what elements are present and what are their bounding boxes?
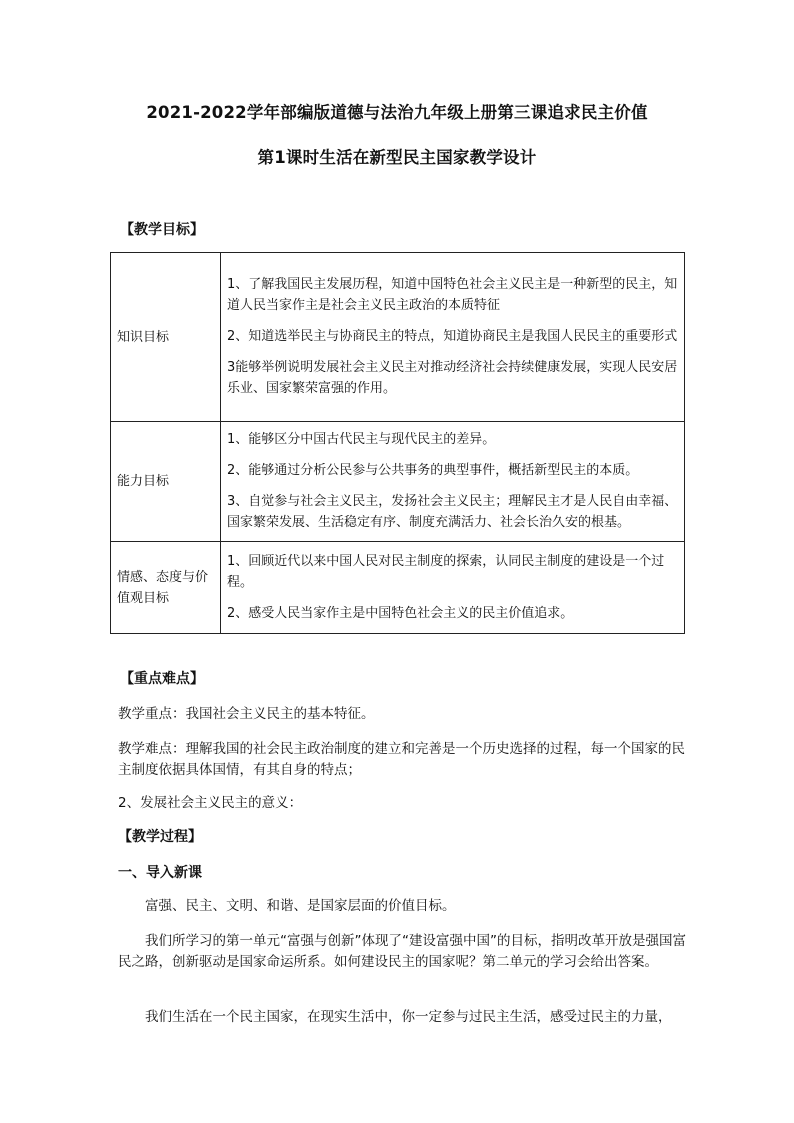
section-heading-goals: 【教学目标】 [120,222,204,238]
goal-item: 3、自觉参与社会主义民主，发扬社会主义民主；理解民主才是人民自由幸福、国家繁荣发展、生活稳定有序、制度充满活力、社会长治久安的根基。 [227,494,678,530]
key-point-text: 教学重点：我国社会主义民主的基本特征。 [118,706,375,722]
goal-content-attitude [221,542,685,634]
goal-label-knowledge: 知识目标 [111,253,221,422]
goal-label-ability: 能力目标 [111,422,221,542]
goal-content-knowledge [221,253,685,422]
goal-item: 1、了解我国民主发展历程，知道中国特色社会主义民主是一种新型的民主，知道人民当家作主是社会主义民主政治的本质特征 [227,277,678,313]
goal-item: 2、知道选举民主与协商民主的特点，知道协商民主是我国人民民主的重要形式 [227,329,678,344]
paragraph-1: 富强、民主、文明、和谐、是国家层面的价值目标。 [145,898,456,914]
goal-item: 3能够举例说明发展社会主义民主对推动经济社会持续健康发展，实现人民安居乐业、国家繁荣富强的作用。 [227,360,678,396]
goal-content-ability [221,422,685,542]
part1-heading: 一、导入新课 [118,865,202,881]
paragraph-2: 我们所学习的第一单元“富强与创新”体现了“建设富强中国”的目标，指明改革开放是强国富民之路，创新驱动是国家命运所系。如何建设民主的国家呢？第二单元的学习会给出答案。 [118,933,686,970]
difficulty-text: 教学难点：理解我国的社会民主政治制度的建立和完善是一个历史选择的过程，每一个国家的民主制度依据具体国情，有其自身的特点； [118,741,685,778]
table-row [111,542,685,634]
section-heading-key-points: 【重点难点】 [120,671,204,687]
item-2-text: 2、发展社会主义民主的意义： [118,795,303,811]
teaching-goals-table [110,252,685,634]
goal-label-attitude: 情感、态度与价值观目标 [111,542,221,634]
goal-item: 1、能够区分中国古代民主与现代民主的差异。 [227,432,496,447]
goal-item: 2、感受人民当家作主是中国特色社会主义的民主价值追求。 [227,605,574,621]
document-title-line2: 第1课时生活在新型民主国家教学设计 [257,148,537,167]
document-title-line1: 2021-2022学年部编版道德与法治九年级上册第三课追求民主价值 [146,103,648,122]
section-heading-process: 【教学过程】 [118,829,202,845]
paragraph-3: 我们生活在一个民主国家，在现实生活中，你一定参与过民主生活，感受过民主的力量， [145,1009,672,1025]
table-row [111,253,685,422]
goal-item: 2、能够通过分析公民参与公共事务的典型事件，概括新型民主的本质。 [227,463,639,478]
goal-item: 1、回顾近代以来中国人民对民主制度的探索，认同民主制度的建设是一个过程。 [227,553,665,590]
table-row [111,422,685,542]
